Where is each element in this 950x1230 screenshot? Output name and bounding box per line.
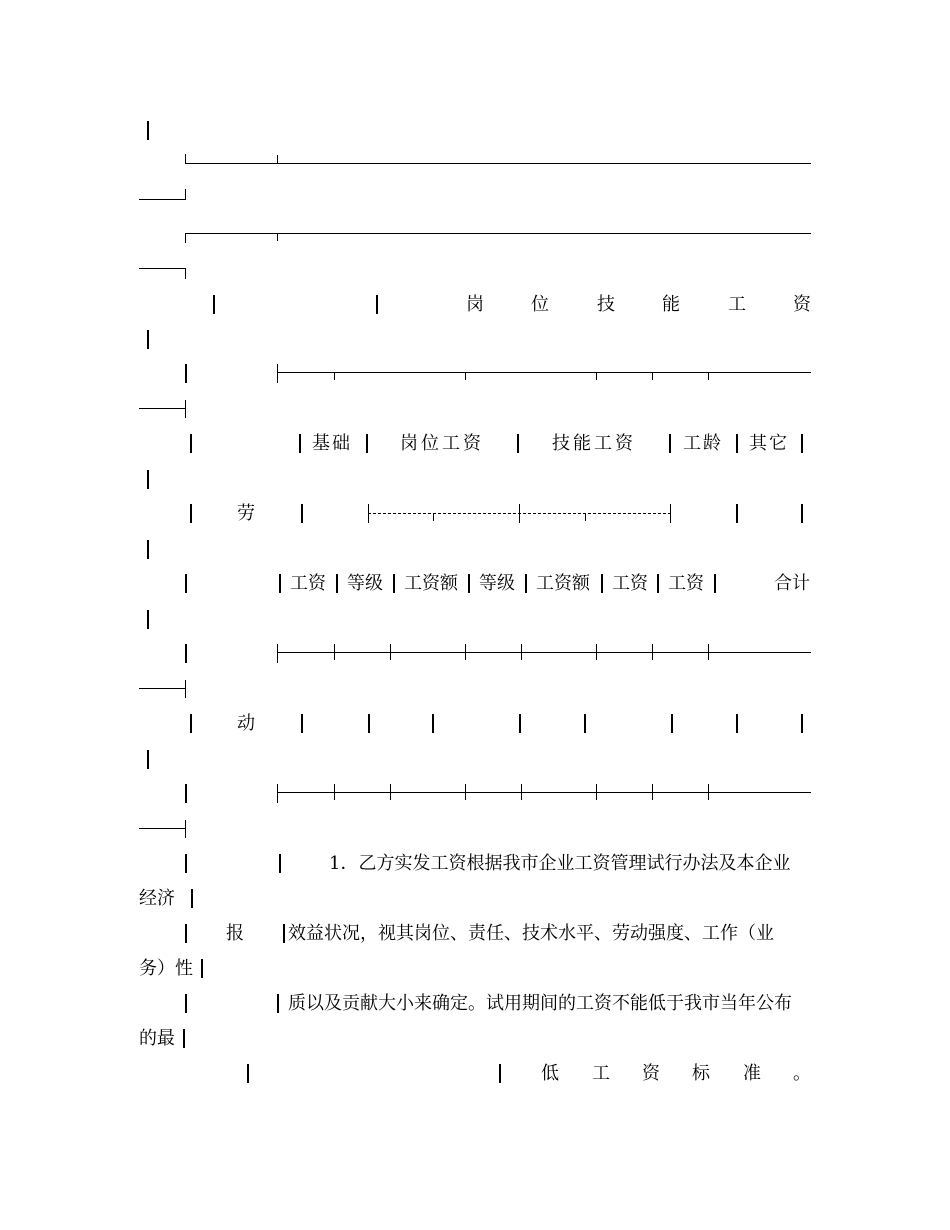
table-border [185, 924, 187, 943]
table-rule [277, 372, 811, 373]
table-border [301, 714, 303, 733]
table-border [277, 784, 278, 803]
table-border [519, 714, 521, 733]
table-border [801, 504, 803, 523]
paragraph-line-wrap: 务）性 [139, 958, 193, 979]
paragraph-char: 低 [541, 1063, 559, 1084]
table-rule [139, 408, 185, 409]
table-border [279, 854, 281, 873]
table-border [185, 644, 187, 663]
header-amount: 工资额 [536, 573, 590, 594]
table-rule [670, 504, 671, 523]
table-rule [652, 644, 653, 660]
header-seniority: 工龄 [683, 433, 723, 454]
table-border [736, 434, 738, 453]
table-rule [465, 644, 466, 660]
table-border [185, 364, 187, 383]
table-border [657, 574, 659, 593]
table-rule [139, 828, 185, 829]
table-rule [390, 784, 391, 800]
table-border [671, 714, 673, 733]
header-title-char: 工 [728, 294, 746, 315]
table-border [277, 364, 278, 383]
table-rule [521, 784, 522, 800]
table-rule [465, 372, 466, 380]
header-base: 基础 [312, 433, 352, 454]
table-border [185, 233, 186, 243]
header-wage: 工资 [668, 573, 704, 594]
table-border [185, 189, 186, 200]
header-title-char: 能 [662, 294, 680, 315]
table-border [147, 121, 149, 140]
table-border [185, 574, 187, 593]
table-border [601, 574, 603, 593]
header-other: 其它 [749, 433, 789, 454]
table-rule [139, 268, 185, 269]
header-title-char: 岗 [466, 294, 484, 315]
table-border [432, 714, 434, 733]
paragraph-char: 准 [743, 1063, 761, 1084]
paragraph-char: 资 [642, 1063, 660, 1084]
table-border [801, 434, 803, 453]
table-border [147, 610, 149, 629]
table-border [247, 1064, 249, 1083]
table-border [366, 434, 368, 453]
side-label-bao: 报 [226, 923, 244, 944]
table-border [336, 574, 338, 593]
table-border [147, 470, 149, 489]
table-rule [652, 784, 653, 800]
table-border [736, 504, 738, 523]
table-border [736, 714, 738, 733]
table-rule [708, 372, 709, 380]
paragraph-line-wrap: 的最 [139, 1028, 175, 1049]
header-total: 合计 [774, 573, 810, 594]
paragraph-line: 效益状况，视其岗位、责任、技术水平、劳动强度、工作（业 [288, 923, 774, 944]
table-border [283, 924, 285, 943]
paragraph-char: 工 [592, 1063, 610, 1084]
table-rule [185, 163, 811, 164]
table-border [525, 574, 527, 593]
table-border [468, 574, 470, 593]
header-wage: 工资 [612, 573, 648, 594]
table-border [801, 714, 803, 733]
header-title-char: 位 [531, 294, 549, 315]
paragraph-line: 质以及贡献大小来确定。试用期间的工资不能低于我市当年公布 [288, 993, 792, 1014]
table-rule [390, 644, 391, 660]
header-grade: 等级 [347, 573, 383, 594]
paragraph-line: 1．乙方实发工资根据我市企业工资管理试行办法及本企业 [329, 853, 791, 874]
table-rule [596, 784, 597, 800]
table-rule [334, 644, 335, 660]
table-border [499, 1064, 501, 1083]
table-border [393, 574, 395, 593]
table-border [277, 644, 278, 663]
table-border [279, 574, 281, 593]
table-rule [519, 504, 520, 523]
table-border [190, 714, 192, 733]
table-rule [277, 233, 278, 241]
table-border [714, 574, 716, 593]
table-border [191, 889, 193, 908]
table-border [185, 994, 187, 1013]
table-border [190, 434, 192, 453]
header-wage: 工资 [290, 573, 326, 594]
side-label-dong: 动 [237, 713, 255, 734]
table-rule [596, 372, 597, 380]
table-rule [652, 372, 653, 380]
header-title-char: 资 [793, 294, 811, 315]
table-rule [139, 688, 185, 689]
table-border [147, 330, 149, 349]
table-border [147, 750, 149, 769]
table-rule [585, 513, 586, 521]
header-skill-wage: 技能工资 [552, 433, 636, 454]
table-border [277, 994, 279, 1013]
table-border [183, 1029, 185, 1048]
paragraph-char: 标 [692, 1063, 710, 1084]
table-border [185, 268, 186, 279]
table-border [185, 854, 187, 873]
table-border [147, 540, 149, 559]
header-grade: 等级 [479, 573, 515, 594]
table-border [185, 820, 186, 838]
table-border [584, 714, 586, 733]
table-rule [433, 513, 434, 521]
header-title-char: 技 [597, 294, 615, 315]
table-border [201, 959, 203, 978]
table-rule [334, 372, 335, 380]
table-rule [277, 155, 278, 163]
side-label-lao: 劳 [237, 503, 255, 524]
paragraph-line-wrap: 经济 [139, 888, 175, 909]
table-rule [465, 784, 466, 800]
table-rule [185, 233, 811, 234]
table-border [185, 400, 186, 418]
paragraph-char: 。 [793, 1063, 811, 1084]
table-border [299, 434, 301, 453]
table-border [368, 714, 370, 733]
table-border [185, 680, 186, 698]
table-rule [708, 644, 709, 660]
table-border [190, 504, 192, 523]
table-rule [521, 644, 522, 660]
table-rule [277, 652, 811, 653]
table-rule [596, 644, 597, 660]
table-border [301, 504, 303, 523]
table-rule [277, 792, 811, 793]
header-amount: 工资额 [404, 573, 458, 594]
table-rule [708, 784, 709, 800]
table-rule [334, 784, 335, 800]
table-border [669, 434, 671, 453]
table-border [185, 784, 187, 803]
table-border [517, 434, 519, 453]
table-rule [139, 199, 185, 200]
table-border [213, 295, 215, 314]
table-border [376, 295, 378, 314]
header-post-wage: 岗位工资 [400, 433, 484, 454]
